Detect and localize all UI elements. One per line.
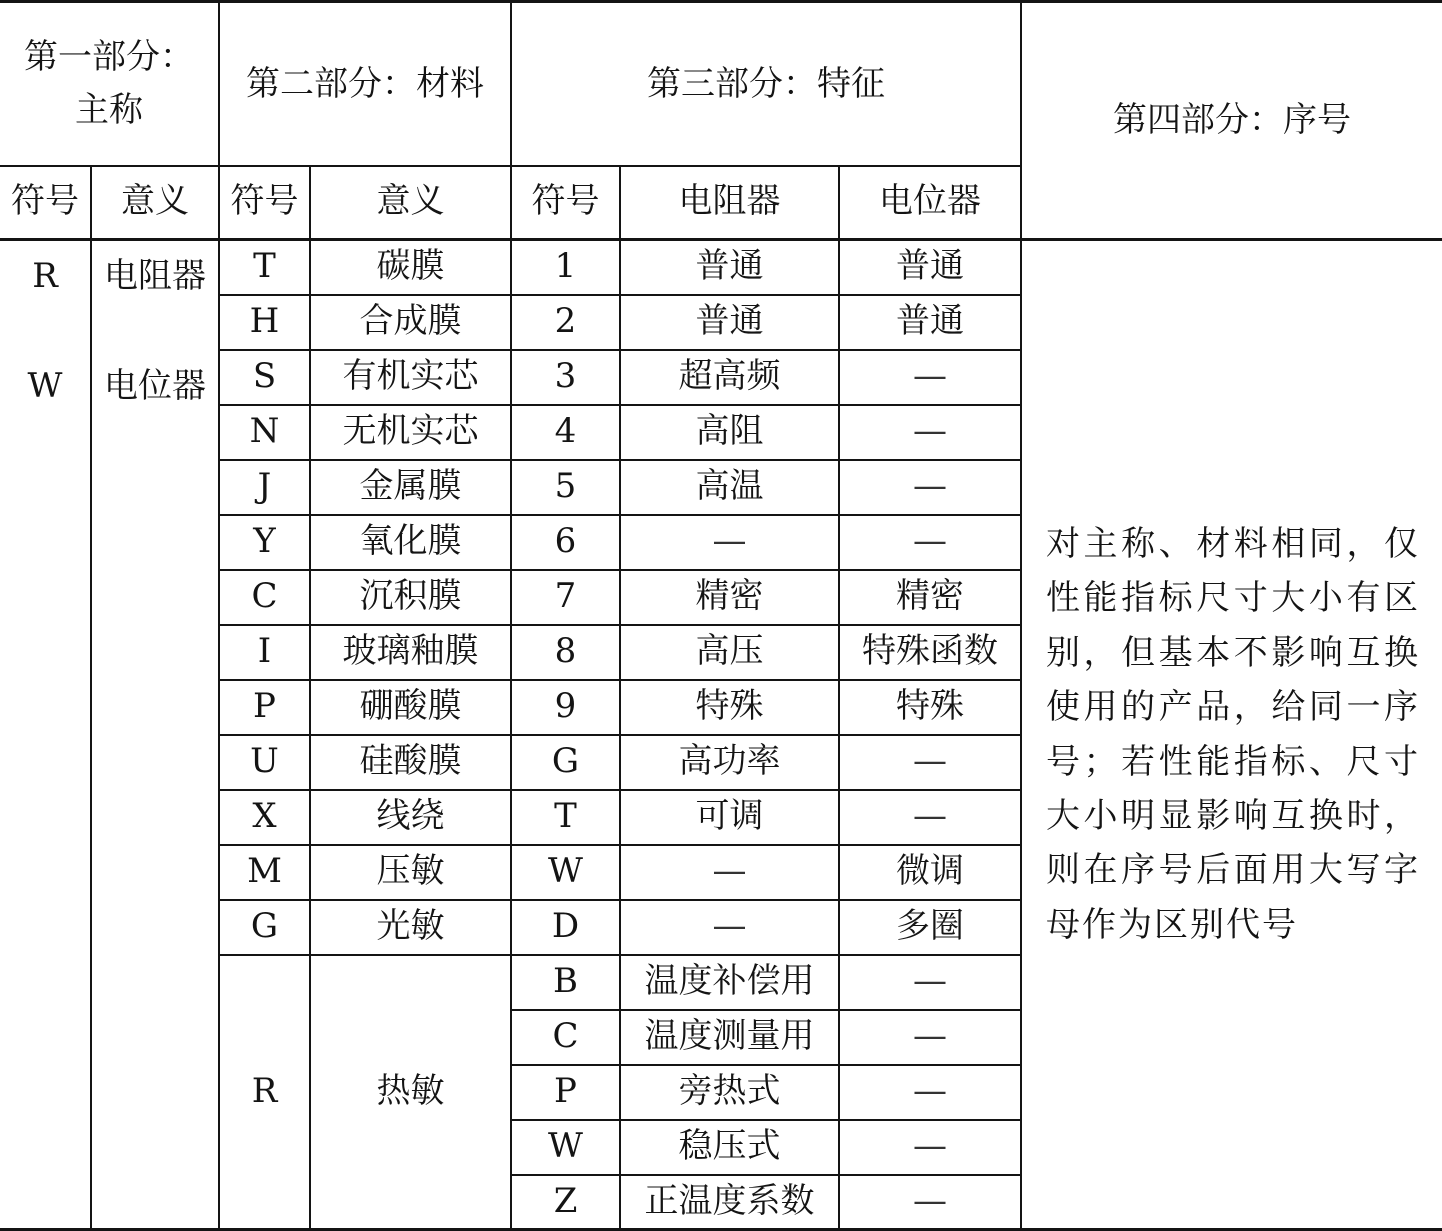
part2-symbol: G — [219, 900, 310, 955]
part3-potentiometer: 精密 — [839, 570, 1021, 625]
part3-symbol: 6 — [511, 515, 620, 570]
part3-resistor: 超高频 — [620, 350, 839, 405]
part3-resistor: — — [620, 845, 839, 900]
part3-resistor: — — [620, 515, 839, 570]
part3-resistor: 高压 — [620, 625, 839, 680]
part3-resistor: 稳压式 — [620, 1120, 839, 1175]
part3-symbol: 1 — [511, 240, 620, 295]
table-row — [0, 240, 1442, 295]
part2-meaning: 金属膜 — [310, 460, 511, 515]
part3-potentiometer: 微调 — [839, 845, 1021, 900]
part2-symbol: C — [219, 570, 310, 625]
part3-symbol: 5 — [511, 460, 620, 515]
part3-resistor: 精密 — [620, 570, 839, 625]
part1-symbol-cell — [0, 240, 91, 1230]
part3-potentiometer: — — [839, 350, 1021, 405]
part3-resistor: 高温 — [620, 460, 839, 515]
part3-symbol: W — [511, 1120, 620, 1175]
part2-meaning: 无机实芯 — [310, 405, 511, 460]
part3-symbol: 4 — [511, 405, 620, 460]
part3-potentiometer: 普通 — [839, 295, 1021, 350]
part3-potentiometer: 特殊函数 — [839, 625, 1021, 680]
part3-symbol: 9 — [511, 680, 620, 735]
subheader-p1-symbol: 符号 — [0, 166, 91, 240]
part2-symbol: M — [219, 845, 310, 900]
part3-potentiometer: — — [839, 790, 1021, 845]
part3-potentiometer: 普通 — [839, 240, 1021, 295]
part2-symbol: H — [219, 295, 310, 350]
part3-symbol: 8 — [511, 625, 620, 680]
part2-meaning: 光敏 — [310, 900, 511, 955]
part3-symbol: W — [511, 845, 620, 900]
part3-resistor: 温度补偿用 — [620, 955, 839, 1010]
part2-meaning: 硼酸膜 — [310, 680, 511, 735]
part3-symbol: T — [511, 790, 620, 845]
part2-meaning: 压敏 — [310, 845, 511, 900]
part2-meaning: 热敏 — [310, 955, 511, 1230]
table-header-row — [0, 2, 1442, 166]
part2-symbol: N — [219, 405, 310, 460]
part2-symbol: Y — [219, 515, 310, 570]
part3-symbol: P — [511, 1065, 620, 1120]
part3-resistor: 高功率 — [620, 735, 839, 790]
part3-symbol: 7 — [511, 570, 620, 625]
part3-resistor: 正温度系数 — [620, 1175, 839, 1230]
part3-symbol: G — [511, 735, 620, 790]
part3-potentiometer: 特殊 — [839, 680, 1021, 735]
part3-potentiometer: — — [839, 1010, 1021, 1065]
part3-symbol: 3 — [511, 350, 620, 405]
part3-resistor: 高阻 — [620, 405, 839, 460]
part3-potentiometer: — — [839, 955, 1021, 1010]
part3-resistor: 普通 — [620, 240, 839, 295]
part3-symbol: C — [511, 1010, 620, 1065]
subheader-p3-potentiometer: 电位器 — [839, 166, 1021, 240]
header-part4: 第四部分：序号 — [1021, 2, 1442, 240]
part2-symbol: T — [219, 240, 310, 295]
header-part3: 第三部分：特征 — [511, 2, 1021, 166]
part3-resistor: 旁热式 — [620, 1065, 839, 1120]
part3-potentiometer: — — [839, 515, 1021, 570]
subheader-p2-symbol: 符号 — [219, 166, 310, 240]
part3-potentiometer: — — [839, 1065, 1021, 1120]
header-part1: 第一部分：主称 — [0, 2, 219, 166]
part1-symbol-r: R — [32, 256, 58, 296]
table-body — [0, 2, 1442, 1230]
part3-potentiometer: — — [839, 735, 1021, 790]
part3-symbol: 2 — [511, 295, 620, 350]
part1-meaning-resistor: 电阻器 — [104, 256, 206, 296]
header-part2: 第二部分：材料 — [219, 2, 511, 166]
part2-symbol: S — [219, 350, 310, 405]
part2-meaning: 氧化膜 — [310, 515, 511, 570]
part2-meaning: 沉积膜 — [310, 570, 511, 625]
part1-meaning-cell — [91, 240, 219, 1230]
part2-symbol: P — [219, 680, 310, 735]
part2-symbol: R — [219, 955, 310, 1230]
part2-meaning: 硅酸膜 — [310, 735, 511, 790]
part2-symbol: U — [219, 735, 310, 790]
part2-meaning: 有机实芯 — [310, 350, 511, 405]
part2-meaning: 玻璃釉膜 — [310, 625, 511, 680]
part3-symbol: D — [511, 900, 620, 955]
part3-potentiometer: — — [839, 1120, 1021, 1175]
part2-symbol: X — [219, 790, 310, 845]
part2-meaning: 合成膜 — [310, 295, 511, 350]
part3-potentiometer: — — [839, 460, 1021, 515]
part2-symbol: J — [219, 460, 310, 515]
part1-symbol-w: W — [27, 366, 63, 406]
subheader-p3-resistor: 电阻器 — [620, 166, 839, 240]
part1-meaning-potentiometer: 电位器 — [104, 366, 206, 406]
part3-potentiometer: — — [839, 1175, 1021, 1230]
part3-resistor: 温度测量用 — [620, 1010, 839, 1065]
part3-potentiometer: — — [839, 405, 1021, 460]
part3-resistor: 可调 — [620, 790, 839, 845]
subheader-p3-symbol: 符号 — [511, 166, 620, 240]
subheader-p2-meaning: 意义 — [310, 166, 511, 240]
subheader-p1-meaning: 意义 — [91, 166, 219, 240]
part3-resistor: 特殊 — [620, 680, 839, 735]
part4-note: 对主称、材料相同，仅性能指标尺寸大小有区别，但基本不影响互换使用的产品，给同一序号；若性能指标、尺寸大小明显影响互换时，则在序号后面用大写字母作为区别代号 — [1021, 240, 1442, 1230]
part2-meaning: 线绕 — [310, 790, 511, 845]
part3-resistor: — — [620, 900, 839, 955]
part3-symbol: B — [511, 955, 620, 1010]
part3-symbol: Z — [511, 1175, 620, 1230]
part2-symbol: I — [219, 625, 310, 680]
part3-potentiometer: 多圈 — [839, 900, 1021, 955]
part2-meaning: 碳膜 — [310, 240, 511, 295]
part3-resistor: 普通 — [620, 295, 839, 350]
